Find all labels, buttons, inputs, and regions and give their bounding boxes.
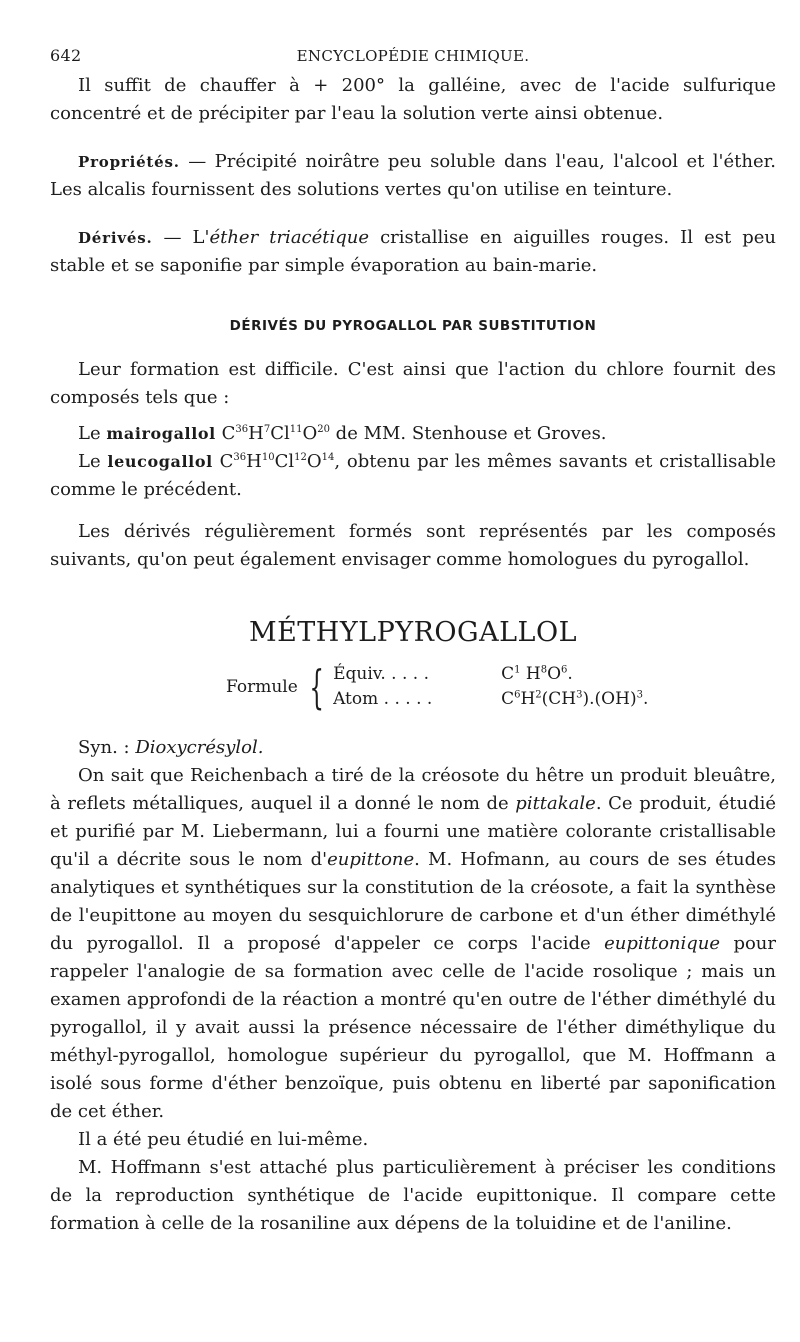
syn-prefix: Syn. : xyxy=(78,737,136,758)
section-heading: DÉRIVÉS DU PYROGALLOL PAR SUBSTITUTION xyxy=(229,318,597,334)
mairogallol-text: de MM. Stenhouse et Groves. xyxy=(329,423,607,444)
body-paragraph-1: On sait que Reichenbach a tiré de la créosote du hêtre un produit bleuâtre, à reflets métalliques, auquel il a donné le nom de pittakale. Ce produit, étudié et purifié par M. Liebermann, lui a fourni une matière colorante cristallisable qu'il a décrite sous le nom d'eupittone. M. Hofmann, au cours de ses études analytiques et synthétiques sur la constitution de la créosote, a fait la synthèse de l'eupittone au moyen du sesquichlorure de carbone et d'un éther diméthylé du pyrogallol. Il a proposé d'appeler ce corps l'acide eupittonique pour rappeler l'analogie de sa formation avec celle de l'acide rosolique ; mais un examen approfondi de la réaction a montré qu'en outre de l'éther diméthylé du pyrogallol, il y avait aussi la présence nécessaire de l'éther diméthylique du méthyl-pyrogallol, homologue supérieur du pyrogallol, que M. Hoffmann a isolé sous forme d'éther benzoïque, puis obtenu en liberté par saponification de cet éther. xyxy=(50,765,777,1122)
formation-paragraph: Leur formation est difficile. C'est ainsi que l'action du chlore fournit des composés tels que : xyxy=(50,359,776,408)
derives-regulier-paragraph: Les dérivés régulièrement formés sont représentés par les composés suivants, qu'on peut également envisager comme homologues du pyrogallol. xyxy=(50,521,776,570)
mairogallol-prefix: Le xyxy=(78,423,107,444)
mairogallol-formula: $C^{36}H^7Cl^{11}O^{20}$ xyxy=(215,423,330,444)
syn-italic: Dioxycrésylol. xyxy=(135,737,264,758)
formula-key: Atom . . . . . xyxy=(333,689,433,709)
formula-row-equiv xyxy=(333,662,648,687)
page-number: 642 xyxy=(50,46,82,65)
intro-paragraph: Il suffit de chauffer à + 200° la galléine, avec de l'acide sulfurique concentré et de précipiter par l'eau la solution verte ainsi obtenue. xyxy=(50,75,776,124)
formula-block xyxy=(226,662,776,712)
formula-key: Équiv. . . . . xyxy=(333,664,429,684)
formula-row-atom xyxy=(333,687,648,712)
synonym-line xyxy=(50,734,776,762)
leucogallol-text: , obtenu par les mêmes savants et cristallisable comme le précédent. xyxy=(50,451,776,500)
derives-label: Dérivés. xyxy=(78,229,153,247)
running-title: ENCYCLOPÉDIE CHIMIQUE. xyxy=(296,47,530,65)
derives-text-after: cristallise en aiguilles rouges. Il est peu stable et se saponifie par simple évaporation au bain-marie. xyxy=(50,227,776,276)
proprietes-text: — Précipité noirâtre peu soluble dans l'eau, l'alcool et l'éther. Les alcalis fournissent des solutions vertes qu'on utilise en teinture. xyxy=(50,151,776,200)
mairogallol-paragraph xyxy=(50,420,776,448)
derives-paragraph xyxy=(50,224,776,280)
proprietes-paragraph xyxy=(50,148,776,204)
derives-italic: éther triacétique xyxy=(209,227,370,248)
proprietes-label: Propriétés. xyxy=(78,153,180,171)
mairogallol-name: mairogallol xyxy=(106,424,216,443)
running-header xyxy=(50,46,776,72)
brace-icon: { xyxy=(309,660,324,714)
body-paragraph-3: M. Hoffmann s'est attaché plus particulièrement à préciser les conditions de la reproduction synthétique de l'acide eupittonique. Il compare cette formation à celle de la rosaniline aux dépens de la toluidine et de l'aniline. xyxy=(50,1157,776,1234)
leucogallol-formula: $C^{36}H^{10}Cl^{12}O^{14}$ xyxy=(212,451,335,472)
formula-value: $C^1$ $H^8O^6$. xyxy=(501,664,573,684)
leucogallol-prefix: Le xyxy=(78,451,108,472)
formula-label: Formule xyxy=(226,677,298,697)
leucogallol-name: leucogallol xyxy=(107,452,213,471)
formula-rows xyxy=(333,662,648,712)
compound-title: MÉTHYLPYROGALLOL xyxy=(248,617,578,648)
derives-text-before: — L' xyxy=(152,227,210,248)
formula-value: $C^6H^2(CH^3).(OH)^3$. xyxy=(501,689,649,709)
leucogallol-paragraph xyxy=(50,448,776,504)
body-paragraph-2: Il a été peu étudié en lui-même. xyxy=(78,1129,369,1150)
